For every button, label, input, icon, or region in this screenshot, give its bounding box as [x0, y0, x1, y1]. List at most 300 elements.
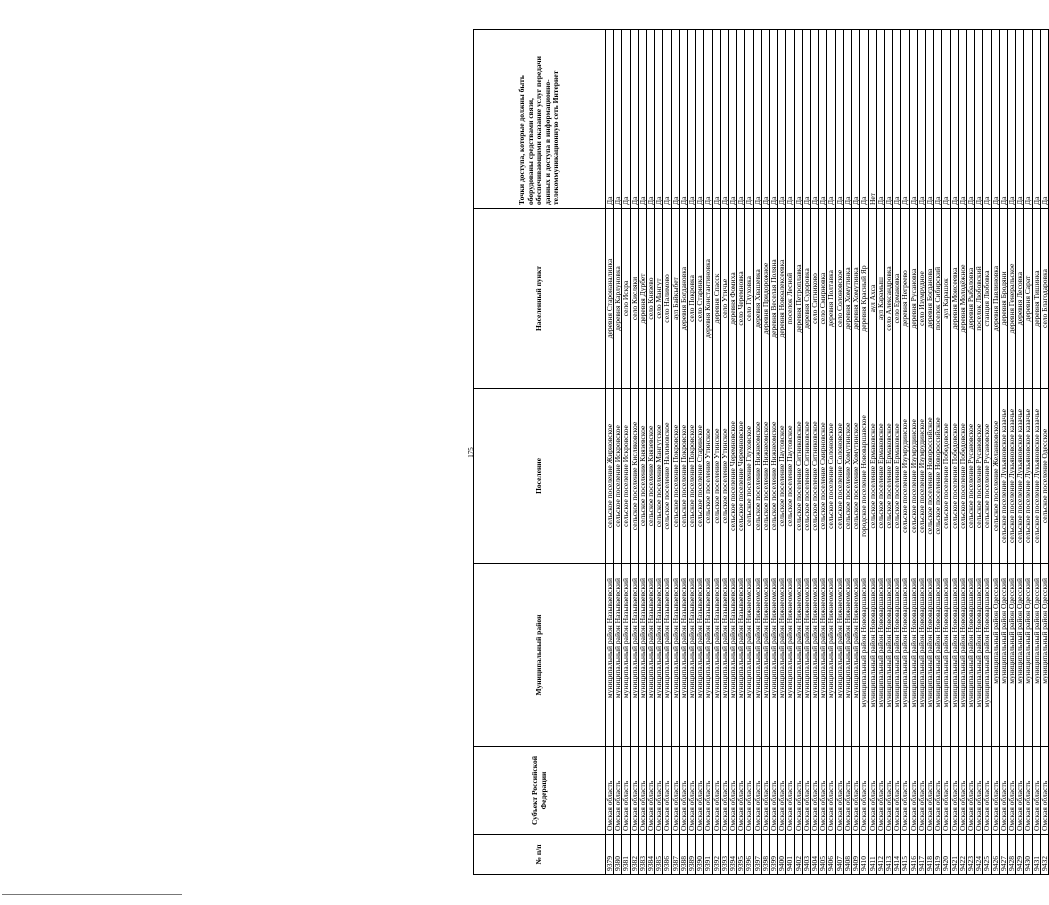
cell-access: Да — [1007, 30, 1015, 209]
cell-district: муниципальный район Называевский — [630, 564, 638, 747]
cell-locality: село Покровка — [688, 209, 696, 389]
cell-settlement: сельское поселение Победовское — [950, 389, 958, 564]
cell-settlement: сельское поселение Ситниковское — [811, 389, 819, 564]
cell-settlement: сельское поселение Желанновское — [991, 389, 999, 564]
cell-district: муниципальный район Называевский — [655, 564, 663, 747]
cell-locality: село Налимово — [663, 209, 671, 389]
cell-access: Да — [704, 30, 712, 209]
cell-number: 9385 — [655, 835, 663, 875]
cell-access: Да — [983, 30, 991, 209]
table-row — [622, 30, 630, 875]
cell-subject: Омская область — [794, 747, 802, 835]
cell-number: 9380 — [614, 835, 622, 875]
cell-access: Да — [975, 30, 983, 209]
cell-locality: поселок Любовский — [975, 209, 983, 389]
cell-district: муниципальный район Нижнеомский — [811, 564, 819, 747]
cell-settlement: сельское поселение Нижнеомское — [770, 389, 778, 564]
cell-subject: Омская область — [893, 747, 901, 835]
cell-district: муниципальный район Нижнеомский — [761, 564, 769, 747]
cell-subject: Омская область — [1024, 747, 1032, 835]
cell-district: муниципальный район Нововаршавский — [958, 564, 966, 747]
cell-subject: Омская область — [786, 747, 794, 835]
cell-number: 9431 — [1032, 835, 1040, 875]
cell-settlement: сельское поселение Князевское — [647, 389, 655, 564]
cell-number: 9419 — [934, 835, 942, 875]
cell-access: Да — [884, 30, 892, 209]
cell-district: муниципальный район Нижнеомский — [827, 564, 835, 747]
cell-district: муниципальный район Называевский — [704, 564, 712, 747]
cell-access: Да — [909, 30, 917, 209]
cell-access: Да — [745, 30, 753, 209]
cell-access: Да — [917, 30, 925, 209]
cell-locality: деревня Судоровка — [802, 209, 810, 389]
cell-locality: деревня Старонаналинка — [606, 209, 614, 389]
cell-district: муниципальный район Нововаршавский — [860, 564, 868, 747]
cell-number: 9423 — [966, 835, 974, 875]
cell-access: Да — [1024, 30, 1032, 209]
cell-locality: деревня Лесовка — [1016, 209, 1024, 389]
cell-access: Да — [942, 30, 950, 209]
cell-district: муниципальный район Называевский — [720, 564, 728, 747]
cell-access: Да — [1032, 30, 1040, 209]
cell-number: 9397 — [753, 835, 761, 875]
cell-subject: Омская область — [925, 747, 933, 835]
cell-number: 9387 — [671, 835, 679, 875]
cell-access: Да — [958, 30, 966, 209]
cell-settlement: сельское поселение Утинское — [720, 389, 728, 564]
cell-access: Да — [671, 30, 679, 209]
cell-locality: село Князево — [647, 209, 655, 389]
cell-locality: поселок Сибирский — [934, 209, 942, 389]
cell-settlement: сельское поселение Одесское — [1040, 389, 1048, 564]
cell-district: муниципальный район Нижнеомский — [753, 564, 761, 747]
cell-subject: Омская область — [1007, 747, 1015, 835]
cell-access: Да — [688, 30, 696, 209]
cell-access: Да — [622, 30, 630, 209]
cell-subject: Омская область — [999, 747, 1007, 835]
cell-settlement: сельское поселение Русановское — [983, 389, 991, 564]
cell-settlement: сельское поселение Солоновское — [835, 389, 843, 564]
cell-locality: деревня Хомутинка — [843, 209, 851, 389]
table-row — [950, 30, 958, 875]
cell-number: 9412 — [876, 835, 884, 875]
cell-subject: Омская область — [622, 747, 630, 835]
cell-settlement: сельское поселение Лукьяновское казачье — [1024, 389, 1032, 564]
cell-locality: деревня Хомутинка — [852, 209, 860, 389]
cell-subject: Омская область — [958, 747, 966, 835]
cell-subject: Омская область — [991, 747, 999, 835]
cell-district: муниципальный район Нововаршавский — [925, 564, 933, 747]
cell-number: 9383 — [638, 835, 646, 875]
rotated-table-area — [68, 30, 1049, 875]
cell-district: муниципальный район Называевский — [729, 564, 737, 747]
col-header-district: Муниципальный район — [474, 564, 606, 747]
cell-number: 9432 — [1040, 835, 1048, 875]
cell-subject: Омская область — [720, 747, 728, 835]
cell-access: Да — [737, 30, 745, 209]
cell-district: муниципальный район Одесский — [999, 564, 1007, 747]
cell-settlement: сельское поселение Ситниковское — [794, 389, 802, 564]
cell-settlement: сельское поселение Победовское — [958, 389, 966, 564]
cell-number: 9393 — [720, 835, 728, 875]
cell-settlement: сельское поселение Утинское — [704, 389, 712, 564]
cell-district: муниципальный район Называевский — [679, 564, 687, 747]
cell-locality: деревня Карлуновка — [614, 209, 622, 389]
cell-access: Да — [638, 30, 646, 209]
cell-district: муниципальный район Нововаршавский — [975, 564, 983, 747]
cell-access: Да — [852, 30, 860, 209]
footer-rule — [2, 894, 182, 895]
cell-subject: Омская область — [802, 747, 810, 835]
cell-subject: Омская область — [663, 747, 671, 835]
cell-district: муниципальный район Нижнеомский — [778, 564, 786, 747]
cell-subject: Омская область — [975, 747, 983, 835]
cell-access: Да — [802, 30, 810, 209]
table-row — [860, 30, 868, 875]
cell-subject: Омская область — [655, 747, 663, 835]
cell-district: муниципальный район Нововаршавский — [884, 564, 892, 747]
cell-settlement: сельское поселение Паутовское — [778, 389, 786, 564]
cell-settlement: сельское поселение Лукьяновское казачье — [999, 389, 1007, 564]
cell-access: Да — [614, 30, 622, 209]
cell-settlement: сельское поселение Хомутинское — [852, 389, 860, 564]
cell-number: 9430 — [1024, 835, 1032, 875]
cell-access: Да — [876, 30, 884, 209]
table-header-row — [474, 30, 606, 875]
cell-locality: деревня Константиновка — [704, 209, 712, 389]
cell-number: 9425 — [983, 835, 991, 875]
cell-locality: село Черемновка — [737, 209, 745, 389]
cell-locality: аул Ахса — [868, 209, 876, 389]
cell-settlement: сельское поселение Изумрудинское — [909, 389, 917, 564]
cell-number: 9422 — [958, 835, 966, 875]
cell-access: Да — [753, 30, 761, 209]
cell-number: 9388 — [679, 835, 687, 875]
cell-settlement: сельское поселение Налимовское — [663, 389, 671, 564]
cell-subject: Омская область — [688, 747, 696, 835]
cell-number: 9427 — [999, 835, 1007, 875]
cell-subject: Омская область — [1040, 747, 1048, 835]
cell-subject: Омская область — [966, 747, 974, 835]
cell-subject: Омская область — [647, 747, 655, 835]
cell-settlement: сельское поселение Нижнеомское — [753, 389, 761, 564]
col-header-number: № п/п — [474, 835, 606, 875]
cell-district: муниципальный район Нижнеомский — [786, 564, 794, 747]
cell-access: Да — [761, 30, 769, 209]
cell-settlement: городское поселение Нововаршавское — [860, 389, 868, 564]
cell-district: муниципальный район Нижнеомский — [745, 564, 753, 747]
cell-number: 9407 — [835, 835, 843, 875]
cell-subject: Омская область — [827, 747, 835, 835]
cell-locality: деревня Придорожное — [761, 209, 769, 389]
cell-access: Нет — [868, 30, 876, 209]
table-body — [606, 30, 1049, 875]
cell-district: муниципальный район Одесский — [1007, 564, 1015, 747]
cell-access: Да — [1040, 30, 1048, 209]
cell-number: 9382 — [630, 835, 638, 875]
cell-settlement: сельское поселение Покровское — [671, 389, 679, 564]
cell-access: Да — [778, 30, 786, 209]
cell-locality: станция Любовка — [983, 209, 991, 389]
cell-access: Да — [712, 30, 720, 209]
cell-district: муниципальный район Одесский — [991, 564, 999, 747]
cell-settlement: сельское поселение Старинское — [696, 389, 704, 564]
table-row — [1024, 30, 1032, 875]
cell-subject: Омская область — [983, 747, 991, 835]
cell-subject: Омская область — [614, 747, 622, 835]
cell-district: муниципальный район Называевский — [622, 564, 630, 747]
cell-settlement: сельское поселение Мангутское — [655, 389, 663, 564]
cell-subject: Омская область — [737, 747, 745, 835]
cell-number: 9417 — [917, 835, 925, 875]
cell-number: 9404 — [811, 835, 819, 875]
cell-district: муниципальный район Нижнеомский — [770, 564, 778, 747]
cell-locality: деревня Красный Яр — [860, 209, 868, 389]
page-number: 175 — [467, 447, 475, 458]
cell-locality: деревня Моисеевка — [950, 209, 958, 389]
cell-settlement: сельское поселение Изумрудинское — [901, 389, 909, 564]
cell-number: 9392 — [712, 835, 720, 875]
cell-district: муниципальный район Нижнеомский — [819, 564, 827, 747]
cell-access: Да — [843, 30, 851, 209]
cell-settlement: сельское поселение Лукьяновское казачье — [1032, 389, 1040, 564]
cell-district: муниципальный район Нововаршавский — [983, 564, 991, 747]
cell-district: муниципальный район Одесский — [1040, 564, 1048, 747]
cell-settlement: сельское поселение Черемновское — [737, 389, 745, 564]
cell-settlement: сельское поселение Глуховское — [745, 389, 753, 564]
cell-number: 9384 — [647, 835, 655, 875]
cell-locality: село Кисляки — [630, 209, 638, 389]
cell-locality: село Благодаровка — [1040, 209, 1048, 389]
cell-locality: село Смирновка — [819, 209, 827, 389]
cell-subject: Омская область — [901, 747, 909, 835]
cell-number: 9424 — [975, 835, 983, 875]
cell-subject: Омская область — [917, 747, 925, 835]
cell-settlement: сельское поселение Черемновское — [729, 389, 737, 564]
cell-access: Да — [679, 30, 687, 209]
cell-settlement: сельское поселение Покровское — [679, 389, 687, 564]
cell-locality: село Утичье — [720, 209, 728, 389]
cell-locality: село Глуховка — [745, 209, 753, 389]
table-row — [663, 30, 671, 875]
cell-number: 9400 — [778, 835, 786, 875]
cell-locality: село Ситниково — [811, 209, 819, 389]
cell-district: муниципальный район Одесский — [1016, 564, 1024, 747]
cell-locality: деревня Фомиха — [729, 209, 737, 389]
cell-district: муниципальный район Нововаршавский — [868, 564, 876, 747]
cell-district: муниципальный район Называевский — [638, 564, 646, 747]
cell-settlement: сельское поселение Солоновское — [827, 389, 835, 564]
col-header-access-points: Точки доступа, которые должны быть оборудованы средствами связи, обеспечивающими оказание услуг передачи данных и доступа в информационно-телекоммуникационную сеть Интернет — [474, 30, 606, 209]
cell-subject: Омская область — [950, 747, 958, 835]
cell-subject: Омская область — [696, 747, 704, 835]
cell-subject: Омская область — [1032, 747, 1040, 835]
cell-subject: Омская область — [630, 747, 638, 835]
cell-number: 9395 — [737, 835, 745, 875]
cell-access: Да — [966, 30, 974, 209]
cell-district: муниципальный район Нижнеомский — [835, 564, 843, 747]
cell-locality: деревня Веселая Поляна — [770, 209, 778, 389]
cell-locality: село Изумрудное — [917, 209, 925, 389]
table-row — [983, 30, 991, 875]
table-row — [942, 30, 950, 875]
cell-number: 9379 — [606, 835, 614, 875]
cell-number: 9390 — [696, 835, 704, 875]
cell-subject: Омская область — [712, 747, 720, 835]
cell-subject: Омская область — [704, 747, 712, 835]
cell-access: Да — [655, 30, 663, 209]
cell-district: муниципальный район Называевский — [712, 564, 720, 747]
cell-locality: деревня Петроплавка — [794, 209, 802, 389]
cell-access: Да — [819, 30, 827, 209]
cell-locality: деревня Новоалексеевка — [778, 209, 786, 389]
cell-locality: аул Карамыш — [876, 209, 884, 389]
cell-subject: Омская область — [876, 747, 884, 835]
cell-access: Да — [786, 30, 794, 209]
cell-access: Да — [925, 30, 933, 209]
cell-locality: поселок Лесной — [786, 209, 794, 389]
cell-number: 9386 — [663, 835, 671, 875]
cell-district: муниципальный район Называевский — [737, 564, 745, 747]
cell-subject: Омская область — [671, 747, 679, 835]
col-header-settlement: Поселение — [474, 389, 606, 564]
cell-number: 9409 — [852, 835, 860, 875]
cell-subject: Омская область — [835, 747, 843, 835]
cell-settlement: сельское поселение Смирновское — [819, 389, 827, 564]
cell-settlement: сельское поселение Утинское — [712, 389, 720, 564]
cell-subject: Омская область — [679, 747, 687, 835]
cell-number: 9408 — [843, 835, 851, 875]
cell-settlement: сельское поселение Искровское — [622, 389, 630, 564]
table-row — [704, 30, 712, 875]
cell-subject: Омская область — [884, 747, 892, 835]
cell-access: Да — [647, 30, 655, 209]
cell-district: муниципальный район Нововаршавский — [942, 564, 950, 747]
cell-locality: деревня Хвашевка — [753, 209, 761, 389]
cell-access: Да — [999, 30, 1007, 209]
cell-subject: Омская область — [819, 747, 827, 835]
cell-locality: село Александровка — [884, 209, 892, 389]
cell-subject: Омская область — [1016, 747, 1024, 835]
cell-access: Да — [794, 30, 802, 209]
cell-subject: Омская область — [745, 747, 753, 835]
cell-locality: деревня Спасск — [712, 209, 720, 389]
cell-locality: деревня Сарат — [1024, 209, 1032, 389]
cell-settlement: сельское поселение Ермаковское — [876, 389, 884, 564]
cell-subject: Омская область — [811, 747, 819, 835]
cell-number: 9411 — [868, 835, 876, 875]
cell-settlement: сельское поселение Ермаковское — [868, 389, 876, 564]
cell-settlement: сельское поселение Хомутинское — [843, 389, 851, 564]
cell-number: 9401 — [786, 835, 794, 875]
cell-locality: село Старинка — [696, 209, 704, 389]
cell-settlement: сельское поселение Ермаковское — [884, 389, 892, 564]
cell-access: Да — [696, 30, 704, 209]
cell-district: муниципальный район Нижнеомский — [852, 564, 860, 747]
col-header-locality: Населенный пункт — [474, 209, 606, 389]
table-row — [745, 30, 753, 875]
cell-number: 9410 — [860, 835, 868, 875]
cell-locality: деревня Богдановка — [679, 209, 687, 389]
cell-district: муниципальный район Называевский — [663, 564, 671, 747]
cell-settlement: сельское поселение Кисляковское — [630, 389, 638, 564]
table-row — [827, 30, 835, 875]
cell-settlement: сельское поселение Русановское — [966, 389, 974, 564]
cell-subject: Омская область — [729, 747, 737, 835]
cell-settlement: сельское поселение Русановское — [975, 389, 983, 564]
cell-subject: Омская область — [942, 747, 950, 835]
cell-locality: аул Карашок — [942, 209, 950, 389]
cell-locality: село Солоновское — [835, 209, 843, 389]
cell-number: 9413 — [884, 835, 892, 875]
cell-locality: село Искра — [622, 209, 630, 389]
cell-subject: Омская область — [638, 747, 646, 835]
table-row — [786, 30, 794, 875]
cell-access: Да — [606, 30, 614, 209]
cell-access: Да — [950, 30, 958, 209]
cell-settlement: сельское поселение Покровское — [688, 389, 696, 564]
cell-subject: Омская область — [753, 747, 761, 835]
cell-number: 9414 — [893, 835, 901, 875]
cell-district: муниципальный район Нововаршавский — [901, 564, 909, 747]
cell-district: муниципальный район Называевский — [671, 564, 679, 747]
cell-access: Да — [827, 30, 835, 209]
cell-number: 9399 — [770, 835, 778, 875]
cell-access: Да — [893, 30, 901, 209]
cell-district: муниципальный район Нововаршавский — [966, 564, 974, 747]
cell-locality: деревня Павлиновка — [991, 209, 999, 389]
cell-subject: Омская область — [761, 747, 769, 835]
cell-number: 9428 — [1007, 835, 1015, 875]
cell-settlement: сельское поселение Искровское — [614, 389, 622, 564]
cell-number: 9420 — [942, 835, 950, 875]
cell-subject: Омская область — [843, 747, 851, 835]
cell-number: 9396 — [745, 835, 753, 875]
cell-access: Да — [770, 30, 778, 209]
cell-settlement: сельское поселение Ситниковское — [802, 389, 810, 564]
cell-settlement: сельское поселение Паутовское — [786, 389, 794, 564]
cell-locality: аул Байкыбет — [671, 209, 679, 389]
cell-district: муниципальный район Нижнеомский — [843, 564, 851, 747]
cell-access: Да — [663, 30, 671, 209]
cell-settlement: сельское поселение Ермаковское — [893, 389, 901, 564]
cell-access: Да — [835, 30, 843, 209]
cell-district: муниципальный район Нововаршавский — [876, 564, 884, 747]
cell-access: Да — [720, 30, 728, 209]
cell-locality: село Мангут — [655, 209, 663, 389]
cell-district: муниципальный район Одесский — [1032, 564, 1040, 747]
table-row — [1040, 30, 1048, 875]
cell-access: Да — [811, 30, 819, 209]
cell-number: 9416 — [909, 835, 917, 875]
cell-number: 9381 — [622, 835, 630, 875]
cell-district: муниципальный район Нововаршавский — [917, 564, 925, 747]
cell-district: муниципальный район Называевский — [614, 564, 622, 747]
cell-locality: деревня Полтавка — [827, 209, 835, 389]
cell-district: муниципальный район Называевский — [606, 564, 614, 747]
cell-number: 9429 — [1016, 835, 1024, 875]
table-row — [901, 30, 909, 875]
cell-locality: деревня Тишинка — [1032, 209, 1040, 389]
settlements-table — [473, 29, 1049, 875]
table-row — [909, 30, 917, 875]
cell-number: 9398 — [761, 835, 769, 875]
cell-locality: деревня Русановка — [909, 209, 917, 389]
cell-access: Да — [1016, 30, 1024, 209]
cell-settlement: сельское поселение Лукьяновское казачье — [1016, 389, 1024, 564]
cell-locality: село Ермаковка — [893, 209, 901, 389]
cell-number: 9415 — [901, 835, 909, 875]
